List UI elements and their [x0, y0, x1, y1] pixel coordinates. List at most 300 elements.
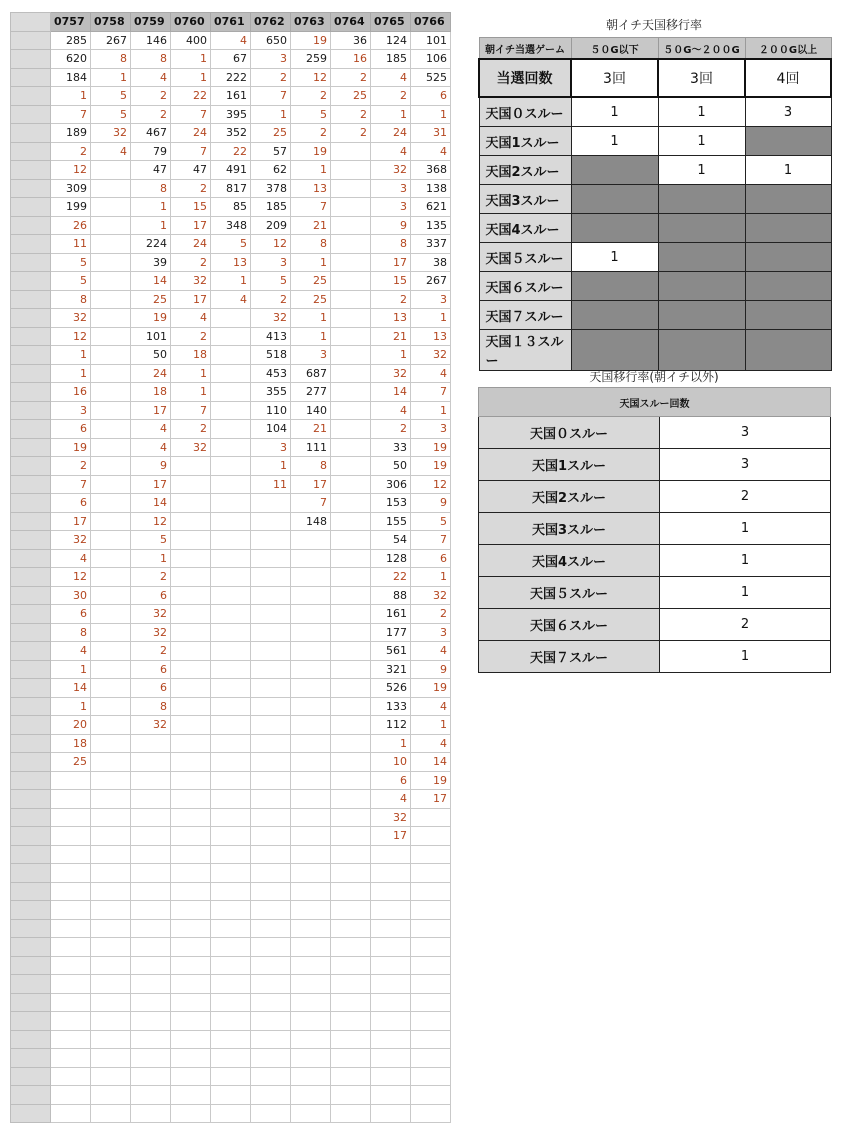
sheet-cell[interactable] — [251, 1049, 291, 1068]
sheet-cell[interactable] — [91, 1012, 131, 1031]
sheet-row-header[interactable] — [11, 993, 51, 1012]
sheet-cell[interactable] — [211, 882, 251, 901]
sheet-cell[interactable] — [211, 753, 251, 772]
sheet-cell[interactable]: 32 — [131, 716, 171, 735]
sheet-cell[interactable] — [331, 901, 371, 920]
sheet-cell[interactable]: 2 — [291, 87, 331, 106]
sheet-cell[interactable]: 14 — [411, 753, 451, 772]
sheet-column-header[interactable]: 0765 — [371, 13, 411, 32]
sheet-cell[interactable]: 2 — [251, 290, 291, 309]
sheet-cell[interactable]: 5 — [91, 87, 131, 106]
sheet-cell[interactable]: 19 — [411, 771, 451, 790]
sheet-cell[interactable] — [331, 956, 371, 975]
sheet-cell[interactable] — [251, 549, 291, 568]
sheet-cell[interactable]: 368 — [411, 161, 451, 180]
sheet-row-header[interactable] — [11, 105, 51, 124]
sheet-cell[interactable]: 15 — [171, 198, 211, 217]
sheet-cell[interactable] — [171, 956, 211, 975]
sheet-cell[interactable] — [331, 993, 371, 1012]
sheet-cell[interactable] — [371, 882, 411, 901]
sheet-row-header[interactable] — [11, 531, 51, 550]
sheet-cell[interactable]: 4 — [211, 31, 251, 50]
sheet-cell[interactable] — [411, 1086, 451, 1105]
sheet-row-header[interactable] — [11, 457, 51, 476]
sheet-cell[interactable] — [211, 512, 251, 531]
sheet-column-header[interactable]: 0757 — [51, 13, 91, 32]
sheet-cell[interactable] — [171, 975, 211, 994]
sheet-cell[interactable] — [91, 975, 131, 994]
sheet-cell[interactable]: 5 — [51, 253, 91, 272]
sheet-cell[interactable]: 12 — [51, 161, 91, 180]
sheet-cell[interactable]: 467 — [131, 124, 171, 143]
sheet-cell[interactable] — [331, 938, 371, 957]
sheet-cell[interactable] — [411, 1030, 451, 1049]
sheet-cell[interactable]: 8 — [91, 50, 131, 69]
sheet-cell[interactable] — [171, 716, 211, 735]
sheet-cell[interactable] — [91, 660, 131, 679]
sheet-cell[interactable]: 1 — [171, 68, 211, 87]
sheet-cell[interactable]: 526 — [371, 679, 411, 698]
sheet-cell[interactable]: 25 — [251, 124, 291, 143]
sheet-cell[interactable] — [51, 1012, 91, 1031]
sheet-row-header[interactable] — [11, 808, 51, 827]
sheet-cell[interactable] — [51, 956, 91, 975]
sheet-row-header[interactable] — [11, 660, 51, 679]
sheet-cell[interactable] — [291, 808, 331, 827]
sheet-cell[interactable] — [91, 679, 131, 698]
sheet-cell[interactable]: 19 — [411, 457, 451, 476]
sheet-cell[interactable] — [131, 864, 171, 883]
sheet-cell[interactable]: 1 — [171, 383, 211, 402]
sheet-cell[interactable] — [131, 808, 171, 827]
sheet-cell[interactable]: 161 — [371, 605, 411, 624]
sheet-cell[interactable] — [211, 679, 251, 698]
sheet-cell[interactable]: 7 — [291, 198, 331, 217]
sheet-row-header[interactable] — [11, 327, 51, 346]
sheet-cell[interactable] — [131, 956, 171, 975]
sheet-cell[interactable] — [131, 1030, 171, 1049]
sheet-cell[interactable] — [171, 679, 211, 698]
sheet-row-header[interactable] — [11, 771, 51, 790]
sheet-cell[interactable] — [211, 919, 251, 938]
sheet-cell[interactable]: 1 — [171, 50, 211, 69]
sheet-row-header[interactable] — [11, 975, 51, 994]
sheet-cell[interactable] — [331, 1049, 371, 1068]
sheet-cell[interactable]: 650 — [251, 31, 291, 50]
sheet-cell[interactable] — [291, 1049, 331, 1068]
sheet-cell[interactable] — [331, 642, 371, 661]
sheet-cell[interactable]: 1 — [171, 364, 211, 383]
sheet-cell[interactable] — [91, 420, 131, 439]
sheet-cell[interactable]: 2 — [411, 605, 451, 624]
sheet-cell[interactable] — [51, 864, 91, 883]
sheet-cell[interactable]: 5 — [91, 105, 131, 124]
sheet-cell[interactable] — [331, 975, 371, 994]
sheet-cell[interactable] — [211, 457, 251, 476]
sheet-cell[interactable] — [331, 734, 371, 753]
sheet-cell[interactable]: 2 — [331, 124, 371, 143]
sheet-cell[interactable] — [291, 642, 331, 661]
sheet-row-header[interactable] — [11, 438, 51, 457]
sheet-cell[interactable] — [91, 771, 131, 790]
sheet-cell[interactable]: 153 — [371, 494, 411, 513]
sheet-cell[interactable]: 12 — [251, 235, 291, 254]
sheet-cell[interactable]: 4 — [131, 438, 171, 457]
sheet-cell[interactable] — [331, 845, 371, 864]
sheet-cell[interactable]: 177 — [371, 623, 411, 642]
sheet-cell[interactable]: 352 — [211, 124, 251, 143]
sheet-cell[interactable] — [331, 512, 371, 531]
sheet-cell[interactable]: 14 — [131, 272, 171, 291]
sheet-cell[interactable] — [211, 827, 251, 846]
sheet-column-header[interactable]: 0761 — [211, 13, 251, 32]
sheet-cell[interactable] — [291, 697, 331, 716]
sheet-cell[interactable] — [251, 586, 291, 605]
sheet-cell[interactable]: 21 — [291, 420, 331, 439]
sheet-cell[interactable] — [51, 919, 91, 938]
sheet-cell[interactable] — [251, 864, 291, 883]
sheet-cell[interactable] — [331, 290, 371, 309]
sheet-cell[interactable]: 2 — [251, 68, 291, 87]
sheet-cell[interactable]: 267 — [411, 272, 451, 291]
sheet-cell[interactable]: 2 — [371, 420, 411, 439]
sheet-cell[interactable] — [251, 938, 291, 957]
sheet-cell[interactable]: 5 — [131, 531, 171, 550]
sheet-row-header[interactable] — [11, 494, 51, 513]
sheet-cell[interactable]: 32 — [51, 309, 91, 328]
sheet-cell[interactable] — [51, 790, 91, 809]
sheet-cell[interactable] — [211, 1012, 251, 1031]
sheet-cell[interactable] — [331, 198, 371, 217]
sheet-cell[interactable] — [51, 808, 91, 827]
sheet-cell[interactable]: 7 — [171, 142, 211, 161]
sheet-row-header[interactable] — [11, 179, 51, 198]
sheet-cell[interactable]: 184 — [51, 68, 91, 87]
sheet-cell[interactable]: 10 — [371, 753, 411, 772]
sheet-cell[interactable] — [91, 845, 131, 864]
sheet-cell[interactable] — [371, 864, 411, 883]
sheet-cell[interactable]: 3 — [371, 179, 411, 198]
sheet-cell[interactable]: 124 — [371, 31, 411, 50]
sheet-cell[interactable] — [131, 993, 171, 1012]
sheet-row-header[interactable] — [11, 679, 51, 698]
sheet-cell[interactable]: 17 — [371, 827, 411, 846]
sheet-cell[interactable]: 321 — [371, 660, 411, 679]
sheet-cell[interactable]: 15 — [371, 272, 411, 291]
sheet-cell[interactable]: 5 — [411, 512, 451, 531]
sheet-cell[interactable] — [171, 605, 211, 624]
sheet-cell[interactable]: 24 — [171, 235, 211, 254]
sheet-cell[interactable] — [291, 993, 331, 1012]
sheet-cell[interactable] — [371, 1104, 411, 1123]
sheet-cell[interactable]: 19 — [291, 142, 331, 161]
sheet-cell[interactable]: 13 — [411, 327, 451, 346]
sheet-cell[interactable] — [251, 623, 291, 642]
sheet-cell[interactable]: 185 — [251, 198, 291, 217]
sheet-cell[interactable] — [211, 1067, 251, 1086]
sheet-cell[interactable] — [371, 993, 411, 1012]
sheet-cell[interactable] — [211, 549, 251, 568]
sheet-cell[interactable] — [91, 1104, 131, 1123]
sheet-cell[interactable]: 21 — [291, 216, 331, 235]
sheet-cell[interactable] — [51, 771, 91, 790]
sheet-cell[interactable]: 19 — [131, 309, 171, 328]
sheet-row-header[interactable] — [11, 346, 51, 365]
sheet-cell[interactable]: 38 — [411, 253, 451, 272]
sheet-cell[interactable]: 8 — [371, 235, 411, 254]
sheet-cell[interactable] — [171, 1030, 211, 1049]
sheet-cell[interactable] — [331, 771, 371, 790]
sheet-cell[interactable] — [331, 309, 371, 328]
sheet-cell[interactable]: 1 — [291, 327, 331, 346]
sheet-cell[interactable]: 32 — [251, 309, 291, 328]
sheet-cell[interactable]: 378 — [251, 179, 291, 198]
sheet-cell[interactable]: 189 — [51, 124, 91, 143]
sheet-cell[interactable] — [91, 790, 131, 809]
sheet-cell[interactable] — [131, 938, 171, 957]
sheet-cell[interactable] — [331, 660, 371, 679]
sheet-cell[interactable]: 111 — [291, 438, 331, 457]
sheet-cell[interactable] — [211, 494, 251, 513]
sheet-row-header[interactable] — [11, 475, 51, 494]
sheet-cell[interactable] — [91, 1030, 131, 1049]
sheet-cell[interactable]: 3 — [371, 198, 411, 217]
sheet-cell[interactable] — [331, 753, 371, 772]
sheet-cell[interactable] — [51, 1049, 91, 1068]
sheet-cell[interactable] — [91, 549, 131, 568]
sheet-cell[interactable] — [211, 364, 251, 383]
sheet-cell[interactable] — [91, 438, 131, 457]
sheet-cell[interactable]: 277 — [291, 383, 331, 402]
sheet-cell[interactable]: 1 — [411, 309, 451, 328]
sheet-row-header[interactable] — [11, 309, 51, 328]
sheet-cell[interactable] — [411, 808, 451, 827]
sheet-cell[interactable]: 47 — [131, 161, 171, 180]
sheet-cell[interactable] — [411, 975, 451, 994]
sheet-cell[interactable] — [131, 1086, 171, 1105]
sheet-cell[interactable]: 3 — [251, 50, 291, 69]
sheet-cell[interactable]: 21 — [371, 327, 411, 346]
sheet-cell[interactable]: 4 — [211, 290, 251, 309]
sheet-cell[interactable]: 4 — [371, 68, 411, 87]
sheet-cell[interactable] — [211, 901, 251, 920]
sheet-row-header[interactable] — [11, 605, 51, 624]
sheet-cell[interactable]: 140 — [291, 401, 331, 420]
sheet-cell[interactable] — [331, 568, 371, 587]
sheet-cell[interactable]: 6 — [411, 87, 451, 106]
sheet-cell[interactable]: 7 — [171, 105, 211, 124]
sheet-cell[interactable]: 224 — [131, 235, 171, 254]
sheet-cell[interactable] — [291, 938, 331, 957]
sheet-cell[interactable] — [171, 697, 211, 716]
sheet-cell[interactable] — [291, 1067, 331, 1086]
sheet-row-header[interactable] — [11, 31, 51, 50]
sheet-cell[interactable]: 4 — [371, 401, 411, 420]
sheet-cell[interactable] — [171, 531, 211, 550]
sheet-cell[interactable]: 7 — [51, 475, 91, 494]
sheet-cell[interactable] — [371, 1086, 411, 1105]
sheet-cell[interactable]: 3 — [411, 420, 451, 439]
sheet-cell[interactable]: 20 — [51, 716, 91, 735]
sheet-cell[interactable] — [371, 1030, 411, 1049]
sheet-cell[interactable] — [91, 309, 131, 328]
sheet-cell[interactable] — [171, 1086, 211, 1105]
sheet-cell[interactable] — [251, 697, 291, 716]
sheet-cell[interactable]: 17 — [291, 475, 331, 494]
sheet-cell[interactable] — [371, 919, 411, 938]
sheet-cell[interactable]: 1 — [51, 87, 91, 106]
sheet-cell[interactable] — [91, 1049, 131, 1068]
sheet-cell[interactable] — [251, 790, 291, 809]
sheet-cell[interactable] — [91, 198, 131, 217]
sheet-column-header[interactable]: 0760 — [171, 13, 211, 32]
sheet-cell[interactable] — [91, 623, 131, 642]
sheet-cell[interactable] — [91, 216, 131, 235]
sheet-cell[interactable] — [91, 475, 131, 494]
sheet-cell[interactable] — [371, 901, 411, 920]
sheet-cell[interactable] — [91, 993, 131, 1012]
sheet-cell[interactable]: 133 — [371, 697, 411, 716]
sheet-cell[interactable] — [291, 975, 331, 994]
sheet-cell[interactable]: 1 — [291, 253, 331, 272]
sheet-cell[interactable] — [131, 1012, 171, 1031]
sheet-row-header[interactable] — [11, 568, 51, 587]
sheet-column-header[interactable]: 0762 — [251, 13, 291, 32]
sheet-cell[interactable]: 57 — [251, 142, 291, 161]
sheet-cell[interactable]: 7 — [251, 87, 291, 106]
sheet-cell[interactable] — [131, 827, 171, 846]
sheet-cell[interactable]: 561 — [371, 642, 411, 661]
sheet-cell[interactable]: 7 — [291, 494, 331, 513]
sheet-cell[interactable]: 355 — [251, 383, 291, 402]
sheet-cell[interactable] — [91, 734, 131, 753]
sheet-cell[interactable]: 2 — [331, 68, 371, 87]
sheet-cell[interactable] — [411, 1067, 451, 1086]
sheet-cell[interactable]: 22 — [211, 142, 251, 161]
sheet-cell[interactable] — [291, 1086, 331, 1105]
sheet-cell[interactable]: 32 — [51, 531, 91, 550]
sheet-cell[interactable] — [51, 827, 91, 846]
sheet-cell[interactable]: 1 — [411, 568, 451, 587]
sheet-cell[interactable] — [211, 697, 251, 716]
sheet-cell[interactable]: 2 — [131, 642, 171, 661]
sheet-cell[interactable]: 5 — [51, 272, 91, 291]
sheet-cell[interactable] — [211, 1030, 251, 1049]
sheet-cell[interactable]: 817 — [211, 179, 251, 198]
sheet-cell[interactable]: 1 — [211, 272, 251, 291]
sheet-cell[interactable]: 22 — [371, 568, 411, 587]
sheet-cell[interactable] — [251, 901, 291, 920]
sheet-row-header[interactable] — [11, 290, 51, 309]
sheet-cell[interactable] — [91, 1086, 131, 1105]
sheet-cell[interactable]: 24 — [171, 124, 211, 143]
sheet-cell[interactable] — [211, 438, 251, 457]
sheet-row-header[interactable] — [11, 142, 51, 161]
sheet-cell[interactable] — [251, 845, 291, 864]
sheet-cell[interactable] — [251, 1030, 291, 1049]
sheet-row-header[interactable] — [11, 901, 51, 920]
sheet-cell[interactable] — [291, 882, 331, 901]
sheet-cell[interactable] — [331, 827, 371, 846]
sheet-row-header[interactable] — [11, 1049, 51, 1068]
sheet-cell[interactable] — [91, 697, 131, 716]
sheet-cell[interactable]: 13 — [211, 253, 251, 272]
sheet-cell[interactable] — [51, 993, 91, 1012]
sheet-cell[interactable]: 17 — [131, 475, 171, 494]
sheet-cell[interactable]: 4 — [371, 142, 411, 161]
sheet-cell[interactable]: 19 — [411, 438, 451, 457]
sheet-cell[interactable]: 19 — [51, 438, 91, 457]
sheet-cell[interactable] — [331, 346, 371, 365]
sheet-cell[interactable] — [331, 919, 371, 938]
sheet-cell[interactable] — [171, 734, 211, 753]
sheet-cell[interactable] — [291, 605, 331, 624]
sheet-cell[interactable]: 6 — [411, 549, 451, 568]
sheet-cell[interactable] — [171, 512, 211, 531]
sheet-cell[interactable]: 138 — [411, 179, 451, 198]
sheet-cell[interactable] — [51, 938, 91, 957]
sheet-row-header[interactable] — [11, 383, 51, 402]
sheet-cell[interactable]: 6 — [51, 420, 91, 439]
sheet-cell[interactable] — [171, 475, 211, 494]
sheet-cell[interactable] — [91, 253, 131, 272]
sheet-cell[interactable] — [331, 531, 371, 550]
sheet-cell[interactable] — [331, 1012, 371, 1031]
sheet-cell[interactable] — [131, 1067, 171, 1086]
sheet-cell[interactable]: 11 — [51, 235, 91, 254]
sheet-cell[interactable]: 32 — [411, 346, 451, 365]
sheet-cell[interactable] — [211, 845, 251, 864]
sheet-cell[interactable]: 306 — [371, 475, 411, 494]
sheet-cell[interactable] — [131, 882, 171, 901]
sheet-cell[interactable] — [211, 383, 251, 402]
sheet-cell[interactable] — [251, 753, 291, 772]
sheet-cell[interactable]: 3 — [51, 401, 91, 420]
sheet-cell[interactable]: 1 — [131, 198, 171, 217]
sheet-cell[interactable] — [331, 1067, 371, 1086]
sheet-cell[interactable]: 25 — [291, 272, 331, 291]
sheet-cell[interactable] — [251, 605, 291, 624]
sheet-cell[interactable] — [171, 882, 211, 901]
sheet-cell[interactable] — [411, 938, 451, 957]
sheet-row-header[interactable] — [11, 790, 51, 809]
sheet-cell[interactable] — [291, 734, 331, 753]
sheet-cell[interactable]: 309 — [51, 179, 91, 198]
sheet-cell[interactable]: 104 — [251, 420, 291, 439]
sheet-row-header[interactable] — [11, 586, 51, 605]
sheet-cell[interactable] — [91, 531, 131, 550]
sheet-cell[interactable]: 17 — [411, 790, 451, 809]
sheet-cell[interactable] — [91, 568, 131, 587]
sheet-cell[interactable]: 4 — [131, 68, 171, 87]
sheet-cell[interactable] — [131, 734, 171, 753]
sheet-cell[interactable] — [291, 1030, 331, 1049]
sheet-cell[interactable] — [211, 956, 251, 975]
sheet-row-header[interactable] — [11, 642, 51, 661]
sheet-cell[interactable] — [331, 790, 371, 809]
sheet-cell[interactable] — [91, 401, 131, 420]
sheet-cell[interactable] — [251, 1104, 291, 1123]
sheet-cell[interactable]: 101 — [411, 31, 451, 50]
sheet-row-header[interactable] — [11, 938, 51, 957]
sheet-cell[interactable] — [371, 938, 411, 957]
sheet-cell[interactable]: 4 — [51, 642, 91, 661]
sheet-row-header[interactable] — [11, 1086, 51, 1105]
sheet-cell[interactable] — [211, 660, 251, 679]
sheet-cell[interactable] — [51, 1086, 91, 1105]
sheet-cell[interactable] — [331, 697, 371, 716]
sheet-cell[interactable]: 7 — [171, 401, 211, 420]
